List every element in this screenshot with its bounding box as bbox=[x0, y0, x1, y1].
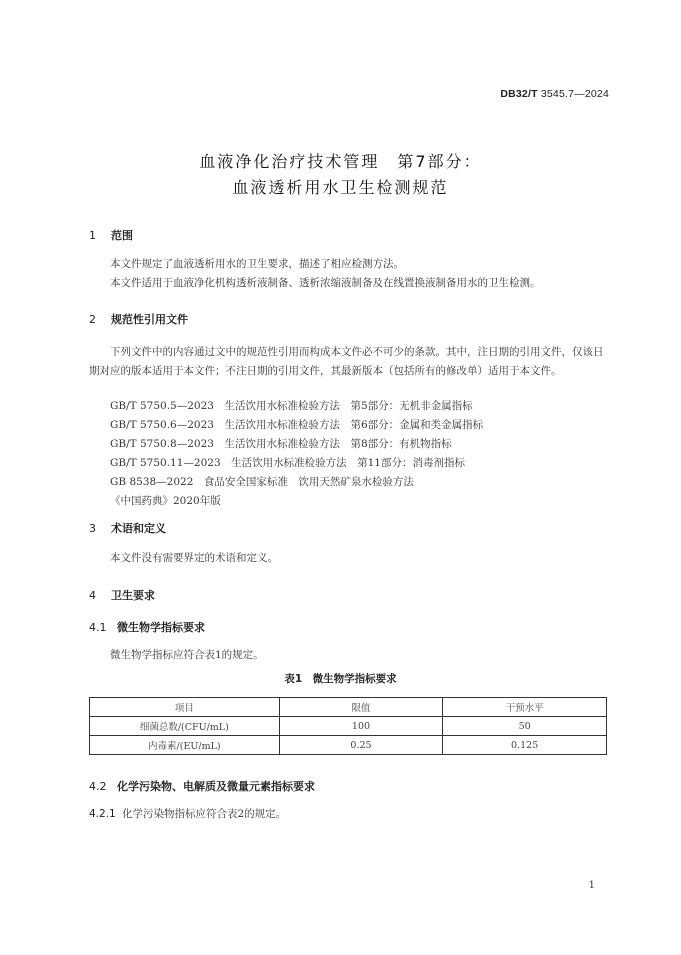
section-4-heading bbox=[89, 587, 155, 603]
standard-code-prefix: DB32/T bbox=[500, 88, 538, 100]
section-4-2-1-number: 4.2.1 bbox=[89, 808, 116, 820]
section-4-title: 卫生要求 bbox=[111, 589, 155, 602]
table-row bbox=[90, 736, 607, 755]
section-4-number: 4 bbox=[89, 589, 96, 602]
section-4-2-1-paragraph bbox=[89, 806, 286, 821]
table-header-row bbox=[90, 698, 607, 717]
section-1-paragraph-1: 本文件规定了血液透析用水的卫生要求，描述了相应检测方法。 bbox=[110, 258, 404, 270]
reference-item: GB/T 5750.11—2023 生活饮用水标准检验方法 第11部分：消毒剂指标 bbox=[110, 457, 465, 469]
table-cell: 细菌总数/(CFU/mL) bbox=[90, 717, 280, 736]
section-3-paragraph: 本文件没有需要界定的术语和定义。 bbox=[110, 552, 278, 564]
table-cell: 内毒素/(EU/mL) bbox=[90, 736, 280, 755]
section-1-title: 范围 bbox=[111, 229, 133, 242]
table-1-caption: 表1 微生物学指标要求 bbox=[284, 673, 397, 685]
section-4-1-title: 微生物学指标要求 bbox=[117, 621, 205, 634]
reference-item: GB 8538—2022 食品安全国家标准 饮用天然矿泉水检验方法 bbox=[110, 476, 414, 488]
section-4-1-number: 4.1 bbox=[89, 621, 107, 634]
table-cell: 0.125 bbox=[443, 736, 607, 755]
section-2-number: 2 bbox=[89, 313, 96, 326]
section-4-2-heading bbox=[89, 778, 315, 794]
document-title-line2: 血液透析用水卫生检测规范 bbox=[232, 178, 449, 197]
section-1-paragraph-2: 本文件适用于血液净化机构透析液制备、透析浓缩液制备及在线置换液制备用水的卫生检测。 bbox=[110, 277, 541, 289]
table-header-cell: 限值 bbox=[279, 698, 443, 717]
section-3-title: 术语和定义 bbox=[111, 522, 166, 535]
section-4-2-number: 4.2 bbox=[89, 780, 107, 793]
table-cell: 0.25 bbox=[279, 736, 443, 755]
section-4-2-title: 化学污染物、电解质及微量元素指标要求 bbox=[117, 780, 315, 793]
reference-item: GB/T 5750.6—2023 生活饮用水标准检验方法 第6部分：金属和类金属指标 bbox=[110, 419, 484, 431]
section-4-1-heading bbox=[89, 619, 205, 635]
reference-item: 《中国药典》2020年版 bbox=[110, 495, 221, 507]
table-cell: 50 bbox=[443, 717, 607, 736]
reference-item: GB/T 5750.8—2023 生活饮用水标准检验方法 第8部分：有机物指标 bbox=[110, 438, 452, 450]
table-header-cell: 干预水平 bbox=[443, 698, 607, 717]
standard-code bbox=[500, 88, 609, 100]
section-2-heading bbox=[89, 311, 188, 327]
section-2-intro: 下列文件中的内容通过文中的规范性引用而构成本文件必不可少的条款。其中，注日期的引用文件，仅该日期对应的版本适用于本文件；不注日期的引用文件，其最新版本（包括所有的修改单）适用于本文件。 bbox=[89, 346, 604, 377]
section-2-title: 规范性引用文件 bbox=[111, 313, 188, 326]
section-3-heading bbox=[89, 520, 166, 536]
document-title-line1: 血液净化治疗技术管理 第7部分： bbox=[199, 152, 482, 171]
section-3-number: 3 bbox=[89, 522, 96, 535]
table-cell: 100 bbox=[279, 717, 443, 736]
table-1 bbox=[89, 697, 607, 755]
section-4-1-paragraph: 微生物学指标应符合表1的规定。 bbox=[110, 649, 264, 661]
standard-code-number: 3545.7—2024 bbox=[537, 88, 609, 100]
section-1-number: 1 bbox=[89, 229, 96, 242]
section-1-heading bbox=[89, 227, 133, 243]
table-header-cell: 项目 bbox=[90, 698, 280, 717]
page-number: 1 bbox=[588, 880, 595, 891]
table-row bbox=[90, 717, 607, 736]
section-4-2-1-text: 化学污染物指标应符合表2的规定。 bbox=[122, 808, 287, 820]
reference-item: GB/T 5750.5—2023 生活饮用水标准检验方法 第5部分：无机非金属指标 bbox=[110, 400, 473, 412]
